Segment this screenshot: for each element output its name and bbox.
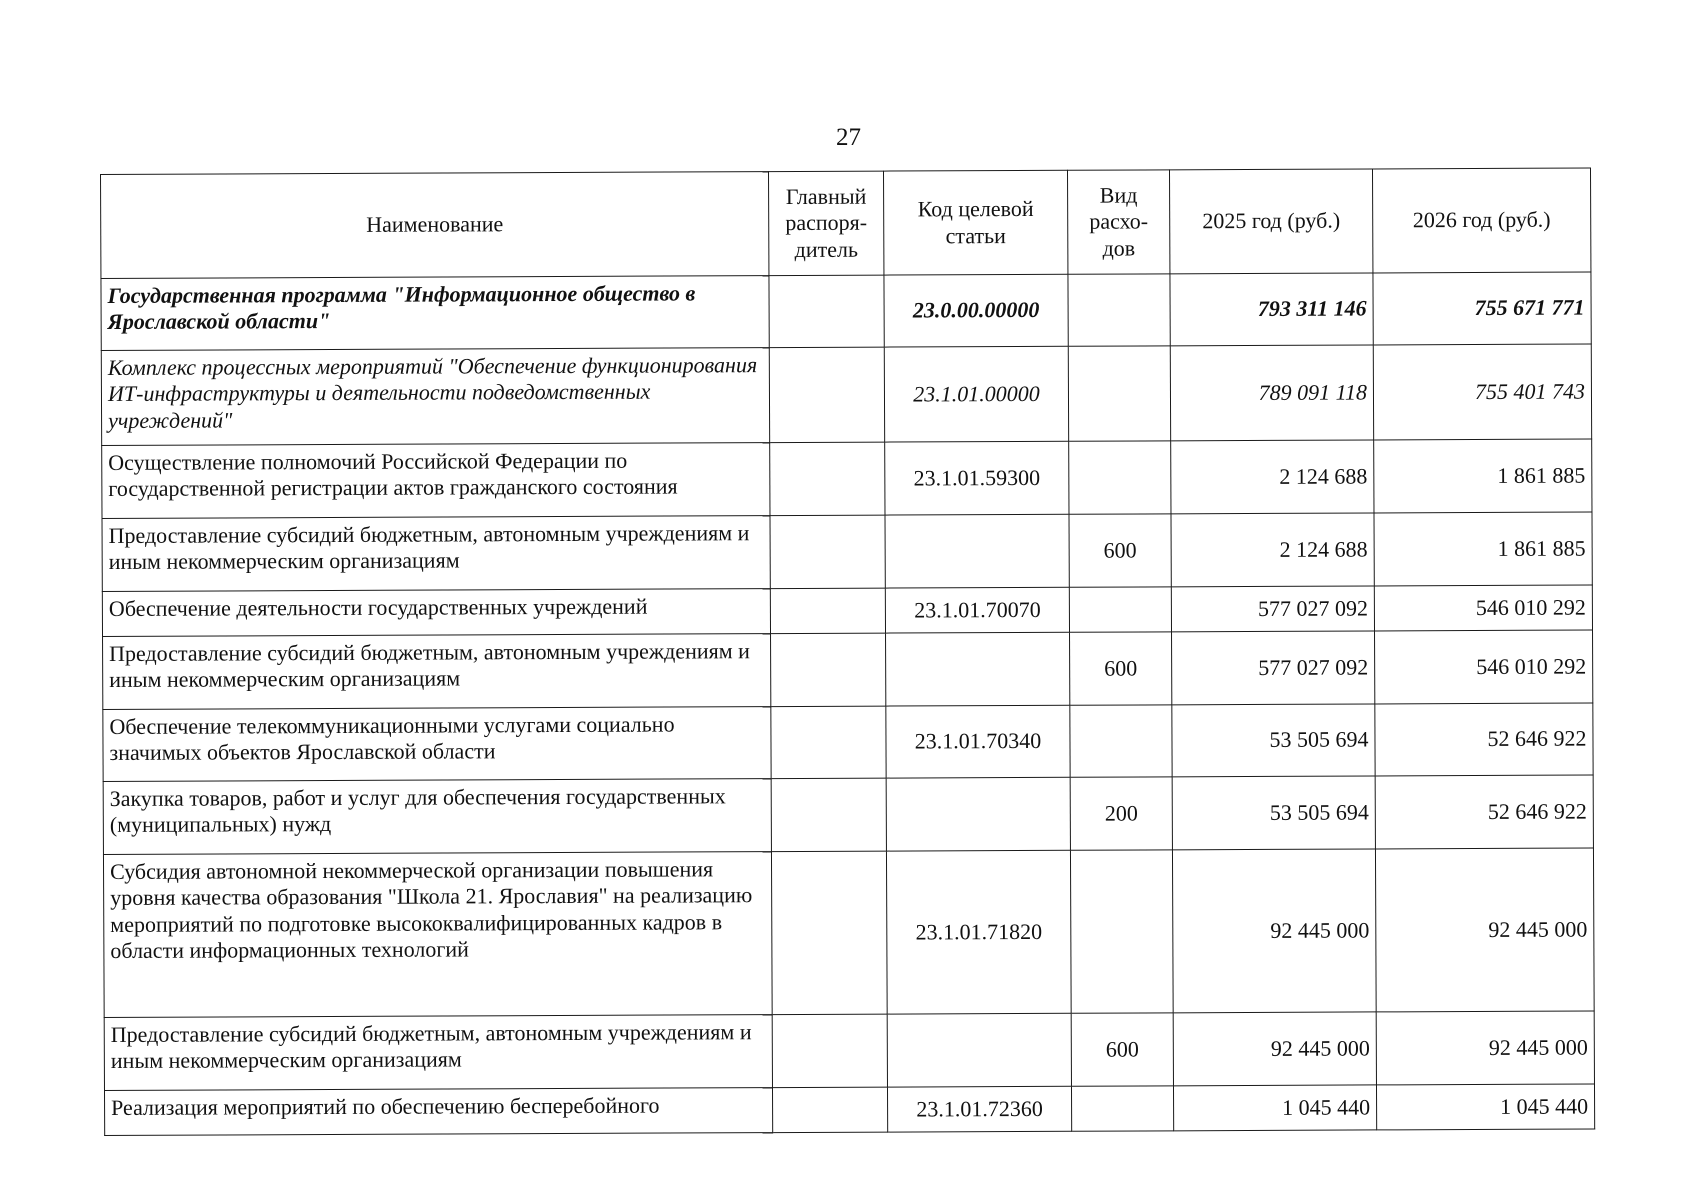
cell-code: 23.1.01.71820 (886, 850, 1071, 1014)
table-body (101, 272, 1595, 1135)
cell-code: 23.0.00.00000 (884, 274, 1068, 347)
cell-2026: 1 045 440 (1376, 1084, 1594, 1130)
cell-code: 23.1.01.00000 (884, 346, 1068, 442)
cell-kind (1071, 1086, 1173, 1131)
cell-2025: 2 124 688 (1171, 513, 1374, 587)
cell-kind (1069, 587, 1171, 632)
cell-name: Обеспечение телекоммуникационными услугами социально значимых объектов Ярославской области (103, 707, 771, 782)
page-number: 27 (836, 124, 861, 151)
cell-kind: 600 (1069, 514, 1171, 587)
table-row (102, 439, 1592, 519)
table-row (103, 775, 1593, 855)
cell-chief (770, 442, 885, 516)
cell-code: 23.1.01.59300 (885, 441, 1069, 515)
cell-code: 23.1.01.72360 (887, 1086, 1071, 1132)
table-row (102, 585, 1592, 637)
cell-kind (1070, 705, 1172, 777)
cell-code (887, 1013, 1071, 1087)
cell-chief (769, 347, 884, 443)
cell-kind (1068, 346, 1170, 441)
cell-2026: 92 445 000 (1375, 848, 1594, 1012)
cell-chief (770, 515, 885, 589)
cell-chief (772, 1087, 887, 1133)
cell-chief (771, 633, 886, 707)
header-kind: Вид расхо-дов (1067, 170, 1169, 274)
cell-kind (1070, 850, 1173, 1013)
table-row (101, 272, 1591, 351)
table-header-row (101, 168, 1591, 279)
cell-2026: 1 861 885 (1374, 439, 1592, 513)
cell-chief (771, 778, 886, 852)
header-2026: 2026 год (руб.) (1372, 168, 1590, 273)
cell-chief (770, 588, 885, 634)
cell-name: Предоставление субсидий бюджетным, автономным учреждениям и иным некоммерческим организациям (104, 1015, 772, 1091)
cell-2025: 577 027 092 (1172, 631, 1375, 705)
cell-2025: 577 027 092 (1171, 586, 1374, 632)
cell-2025: 92 445 000 (1172, 849, 1376, 1013)
header-name: Наименование (101, 172, 769, 279)
cell-2026: 755 401 743 (1373, 344, 1591, 440)
table-row (102, 512, 1592, 592)
header-code: Код целевой статьи (883, 170, 1067, 275)
cell-name: Осуществление полномочий Российской Федерации по государственной регистрации актов гражданского состояния (102, 443, 770, 519)
cell-2025: 53 505 694 (1172, 776, 1375, 850)
cell-2026: 755 671 771 (1373, 272, 1591, 345)
cell-name: Предоставление субсидий бюджетным, автономным учреждениям и иным некоммерческим организациям (102, 516, 770, 592)
cell-name: Субсидия автономной некоммерческой организации повышения уровня качества образования "Школа 21. Ярославия" на реализацию мероприятий по подготовке высококвалифицированных кадров в области информационных технологий (103, 852, 772, 1018)
cell-name: Комплекс процессных мероприятий "Обеспечение функционирования ИТ-инфраструктуры и деятельности подведомственных учреждений" (101, 348, 769, 446)
cell-code (886, 777, 1070, 851)
cell-2025: 1 045 440 (1173, 1085, 1376, 1131)
cell-chief (771, 706, 886, 779)
cell-name: Реализация мероприятий по обеспечению бесперебойного (104, 1088, 772, 1136)
cell-2025: 789 091 118 (1170, 345, 1373, 441)
cell-kind (1068, 274, 1170, 346)
cell-chief (769, 275, 884, 348)
cell-kind (1069, 441, 1171, 514)
budget-table (100, 167, 1595, 1135)
cell-code (886, 632, 1070, 706)
table-row (103, 630, 1593, 710)
cell-kind: 200 (1070, 777, 1172, 850)
cell-name: Государственная программа "Информационное общество в Ярославской области" (101, 276, 769, 351)
header-chief: Главный распоря-дитель (768, 171, 883, 276)
cell-code: 23.1.01.70340 (886, 705, 1070, 778)
header-2025: 2025 год (руб.) (1169, 169, 1372, 274)
cell-chief (772, 1014, 887, 1088)
cell-name: Предоставление субсидий бюджетным, автономным учреждениям и иным некоммерческим организациям (103, 634, 771, 710)
table-row (104, 1084, 1594, 1136)
cell-name: Обеспечение деятельности государственных учреждений (102, 589, 770, 637)
table-row (101, 344, 1591, 446)
cell-2025: 92 445 000 (1173, 1012, 1376, 1086)
cell-2025: 53 505 694 (1172, 704, 1375, 777)
cell-code (885, 514, 1069, 588)
cell-2025: 793 311 146 (1170, 273, 1373, 346)
table-row (103, 703, 1593, 782)
cell-name: Закупка товаров, работ и услуг для обеспечения государственных (муниципальных) нужд (103, 779, 771, 855)
cell-kind: 600 (1071, 1013, 1173, 1086)
table-row (104, 1011, 1594, 1091)
cell-2026: 1 861 885 (1374, 512, 1592, 586)
cell-2026: 52 646 922 (1375, 775, 1593, 849)
cell-2026: 546 010 292 (1375, 630, 1593, 704)
cell-2026: 52 646 922 (1375, 703, 1593, 776)
cell-code: 23.1.01.70070 (885, 587, 1069, 633)
cell-2026: 546 010 292 (1374, 585, 1592, 631)
cell-2026: 92 445 000 (1376, 1011, 1594, 1085)
table-row (103, 848, 1594, 1017)
cell-chief (771, 851, 887, 1015)
cell-2025: 2 124 688 (1171, 440, 1374, 514)
cell-kind: 600 (1070, 632, 1172, 705)
